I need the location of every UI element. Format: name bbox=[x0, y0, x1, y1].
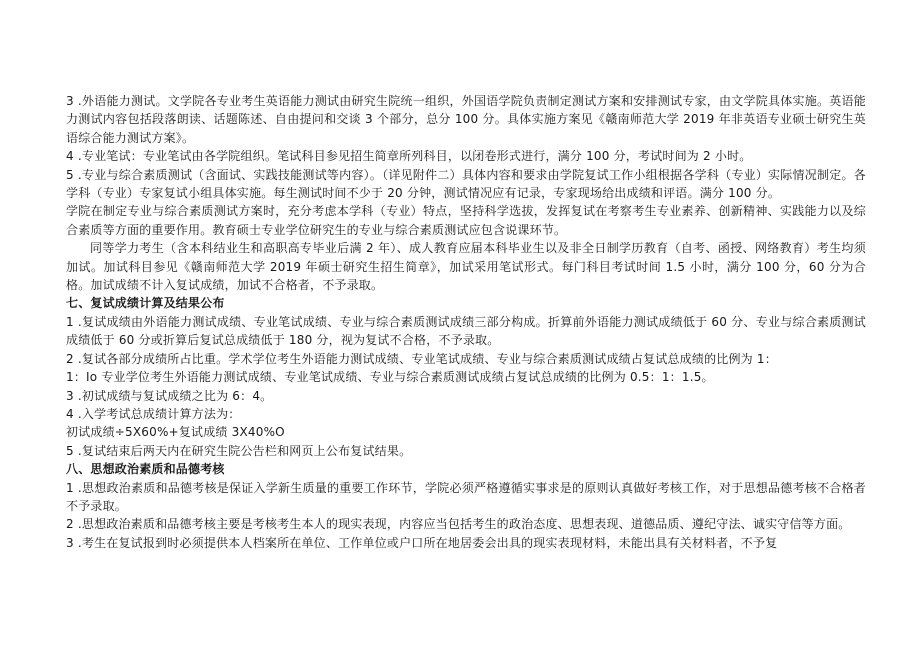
section-heading-scores: 七、复试成绩计算及结果公布 bbox=[66, 296, 225, 311]
paragraph-total-method: 4 .入学考试总成绩计算方法为： bbox=[66, 406, 241, 421]
paragraph-extra-exam: 同等学力考生（含本科结业生和高职高专毕业后满 2 年）、成人教育应届本科毕业生以及非全日制学历教育（自考、函授、网络教育）考生均须加试。加试科目参见《赣南师范大学 2019 年硕士研究生招生简章》，加试采用笔试形式。每门科目考试时间 1.5 小时，满分 100 分，60 分为合格。加试成绩不计入复试成绩，加试不合格者，不予录取。 bbox=[66, 241, 866, 293]
paragraph-total-formula: 初试成绩÷5X60%+复试成绩 3X40%O bbox=[66, 425, 285, 440]
paragraph-written-exam: 4 .专业笔试：专业笔试由各学院组织。笔试科目参见招生简章所列科目，以闭卷形式进行，满分 100 分，考试时间为 2 小时。 bbox=[66, 149, 752, 164]
section-heading-political: 八、思想政治素质和品德考核 bbox=[66, 462, 225, 477]
document-body bbox=[66, 92, 866, 552]
paragraph-score-ratio: 3 .初试成绩与复试成绩之比为 6：4。 bbox=[66, 388, 273, 403]
paragraph-political-materials: 3 .考生在复试报到时必须提供本人档案所在单位、工作单位或户口所在地居委会出具的现实表现材料，未能出具有关材料者，不予复 bbox=[66, 535, 778, 550]
paragraph-political-importance: 1 .思想政治素质和品德考核是保证入学新生质量的重要工作环节，学院必须严格遵循实事求是的原则认真做好考核工作，对于思想品德考核不合格者不予录取。 bbox=[66, 480, 866, 513]
paragraph-score-weights-cont: 1：Io 专业学位考生外语能力测试成绩、专业笔试成绩、专业与综合素质测试成绩占复试总成绩的比例为 0.5：1：1.5。 bbox=[66, 370, 714, 385]
paragraph-political-content: 2 .思想政治素质和品德考核主要是考核考生本人的现实表现，内容应当包括考生的政治态度、思想表现、道德品质、遵纪守法、诚实守信等方面。 bbox=[66, 517, 851, 532]
paragraph-score-composition: 1 .复试成绩由外语能力测试成绩、专业笔试成绩、专业与综合素质测试成绩三部分构成。折算前外语能力测试成绩低于 60 分、专业与综合素质测试成绩低于 60 分或折算后复试总成绩低于 180 分，视为复试不合格，不予录取。 bbox=[66, 314, 866, 348]
paragraph-foreign-language-test: 3 .外语能力测试。文学院各专业考生英语能力测试由研究生院统一组织，外国语学院负责制定测试方案和安排测试专家，由文学院具体实施。英语能力测试内容包括段落朗读、话题陈述、自由提问和交谈 3 个部分，总分 100 分。具体实施方案见《赣南师范大学 2019 年非英语专业硕士研究生英语综合能力测试方案》。 bbox=[66, 94, 866, 145]
paragraph-comprehensive-test: 5 .专业与综合素质测试（含面试、实践技能测试等内容）。（详见附件二）具体内容和要求由学院复试工作小组根据各学科（专业）实际情况制定。各学科（专业）专家复试小组具体实施。每生测试时间不少于 20 分钟，测试情况应有记录，专家现场给出成绩和评语。满分 100 分。 bbox=[66, 167, 866, 201]
paragraph-score-weights: 2 .复试各部分成绩所占比重。学术学位考生外语能力测试成绩、专业笔试成绩、专业与综合素质测试成绩占复试总成绩的比例为 1： bbox=[66, 351, 777, 366]
paragraph-result-publish: 5 .复试结束后两天内在研究生院公告栏和网页上公布复试结果。 bbox=[66, 443, 412, 458]
paragraph-test-design: 学院在制定专业与综合素质测试方案时，充分考虑本学科（专业）特点，坚持科学选拔，发挥复试在考察考生专业素养、创新精神、实践能力以及综合素质等方面的重要作用。教育硕士专业学位研究生的专业与综合素质测试应包含说课环节。 bbox=[66, 204, 866, 237]
